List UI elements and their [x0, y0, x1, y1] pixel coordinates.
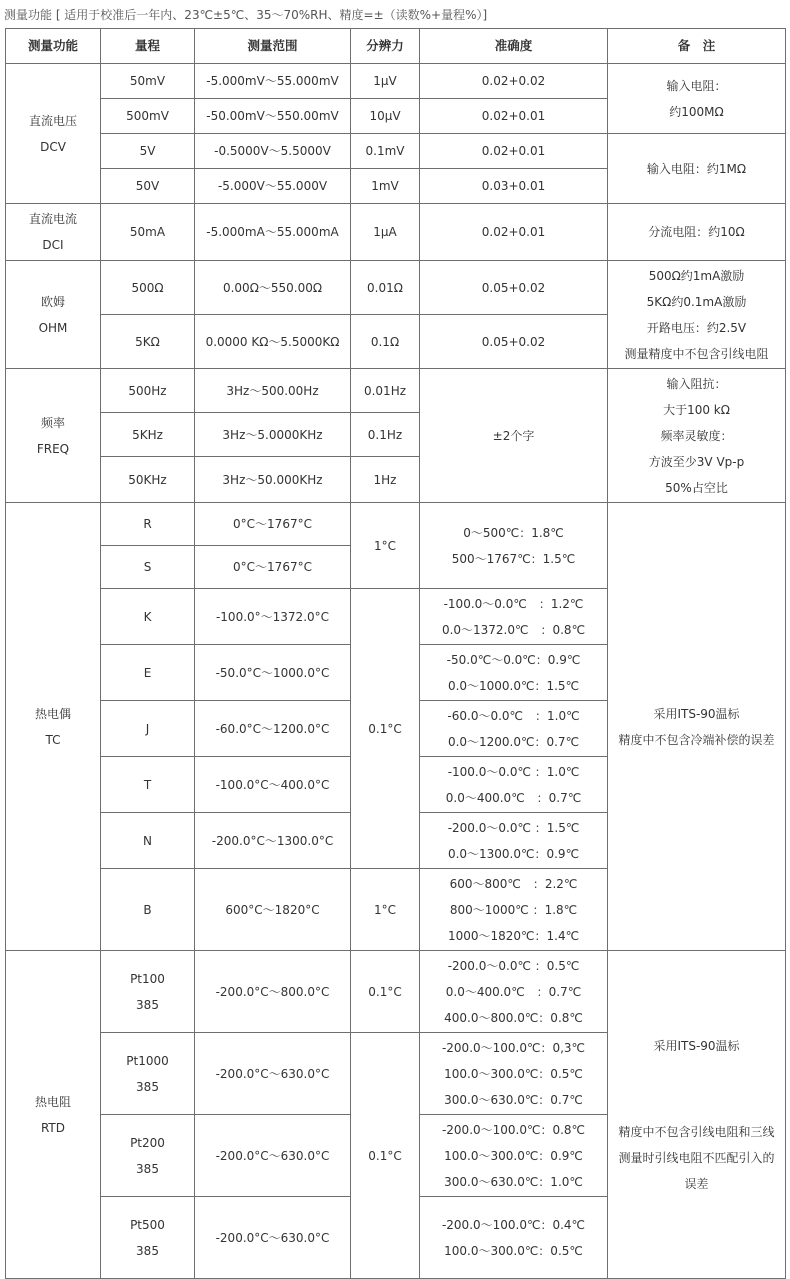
resolution-cell: 0.1mV	[351, 134, 420, 169]
note-cell	[608, 951, 786, 1279]
note-cell	[608, 64, 786, 134]
measure-cell: -200.0°C～630.0°C	[195, 1033, 351, 1115]
accuracy-line: 400.0～800.0℃：0.8℃	[444, 1010, 583, 1025]
function-cell-tc	[6, 503, 101, 951]
note-cell	[608, 369, 786, 503]
note-line: 输入阻抗：	[666, 376, 727, 391]
measure-cell: 3Hz～5.0000KHz	[195, 413, 351, 457]
accuracy-cell	[420, 503, 608, 589]
measure-cell: 0°C～1767°C	[195, 503, 351, 546]
range-cell: 500Hz	[101, 369, 195, 413]
header-row	[6, 29, 786, 64]
range-cell	[101, 951, 195, 1033]
function-name: 欧姆	[40, 294, 65, 309]
note-line: 开路电压：约2.5V	[646, 320, 747, 335]
resolution-cell: 1mV	[351, 169, 420, 204]
accuracy-line: 1000～1820℃：1.4℃	[447, 928, 580, 943]
accuracy-line: -200.0～100.0℃：0,3℃	[441, 1040, 586, 1055]
range-cell	[101, 1197, 195, 1279]
range-line: Pt100	[130, 971, 165, 986]
function-cell-dci	[6, 204, 101, 261]
range-cell: 5V	[101, 134, 195, 169]
note-cell	[608, 261, 786, 369]
spec-table	[5, 28, 786, 1279]
measurement-caption: 测量功能 [ 适用于校准后一年内、23℃±5℃、35～70%RH、精度=±（读数%+量程%）]	[4, 8, 488, 22]
function-code: RTD	[40, 1120, 66, 1135]
measure-cell: -100.0°～1372.0°C	[195, 589, 351, 645]
range-cell: S	[101, 546, 195, 589]
accuracy-line: 100.0～300.0℃：0.5℃	[444, 1066, 583, 1081]
accuracy-line: 800～1000℃ ：1.8℃	[449, 902, 578, 917]
measure-cell: -50.00mV～550.00mV	[195, 99, 351, 134]
function-cell-dcv	[6, 64, 101, 204]
range-cell	[101, 1033, 195, 1115]
accuracy-line: -200.0～0.0℃ ：0.5℃	[447, 958, 580, 973]
measure-cell: -50.0°C～1000.0°C	[195, 645, 351, 701]
accuracy-line: 0.0～1372.0℃ ：0.8℃	[441, 622, 586, 637]
range-line: Pt200	[130, 1135, 165, 1150]
accuracy-line: 0.0～400.0℃ ：0.7℃	[445, 984, 582, 999]
accuracy-cell	[420, 701, 608, 757]
header-accuracy: 准确度	[420, 29, 608, 64]
table-row	[6, 503, 786, 546]
accuracy-cell	[420, 869, 608, 951]
resolution-cell: 1Hz	[351, 457, 420, 503]
range-cell: 500mV	[101, 99, 195, 134]
note-line: 方波至少3V Vp-p	[648, 454, 745, 469]
accuracy-cell	[420, 1115, 608, 1197]
range-cell: 500Ω	[101, 261, 195, 315]
table-row	[6, 64, 786, 99]
measure-cell: -60.0°C～1200.0°C	[195, 701, 351, 757]
resolution-cell: 0.1Hz	[351, 413, 420, 457]
accuracy-line: 100.0～300.0℃：0.5℃	[444, 1243, 583, 1258]
range-line: 385	[136, 1243, 159, 1258]
resolution-cell: 0.01Hz	[351, 369, 420, 413]
accuracy-line: 0.0～400.0℃ ：0.7℃	[445, 790, 582, 805]
function-code: DCI	[42, 238, 64, 252]
range-line: 385	[136, 1161, 159, 1176]
measure-cell: -200.0°C～1300.0°C	[195, 813, 351, 869]
measure-cell: -5.000mV～55.000mV	[195, 64, 351, 99]
note-line: 大于100 kΩ	[663, 402, 730, 417]
note-cell: 输入电阻：约1MΩ	[608, 134, 786, 204]
function-name: 直流电流	[28, 212, 77, 226]
accuracy-line: 100.0～300.0℃：0.9℃	[444, 1148, 583, 1163]
measure-cell: -5.000V～55.000V	[195, 169, 351, 204]
accuracy-line: 300.0～630.0℃：1.0℃	[444, 1174, 583, 1189]
range-cell: 50mA	[101, 204, 195, 261]
measure-cell: -200.0°C～630.0°C	[195, 1197, 351, 1279]
header-resolution: 分辨力	[351, 29, 420, 64]
range-cell: E	[101, 645, 195, 701]
resolution-cell: 0.1°C	[351, 951, 420, 1033]
accuracy-cell	[420, 589, 608, 645]
accuracy-cell: 0.02+0.01	[420, 99, 608, 134]
measure-cell: -200.0°C～800.0°C	[195, 951, 351, 1033]
accuracy-line: 300.0～630.0℃：0.7℃	[444, 1092, 583, 1107]
range-line: Pt1000	[126, 1053, 169, 1068]
note-line: 频率灵敏度：	[660, 428, 733, 443]
resolution-cell: 10μV	[351, 99, 420, 134]
header-measure-range: 测量范围	[195, 29, 351, 64]
function-cell-freq	[6, 369, 101, 503]
accuracy-line: -200.0～100.0℃：0.8℃	[441, 1122, 586, 1137]
note-line: 测量精度中不包含引线电阻	[624, 346, 769, 361]
resolution-cell: 1μV	[351, 64, 420, 99]
note-line: 测量时引线电阻不匹配引入的	[618, 1150, 775, 1165]
accuracy-cell: 0.02+0.01	[420, 134, 608, 169]
accuracy-cell	[420, 1197, 608, 1279]
note-line: 采用ITS-90温标	[653, 706, 740, 721]
measure-cell: 3Hz～500.00Hz	[195, 369, 351, 413]
header-range: 量程	[101, 29, 195, 64]
accuracy-line: -100.0～0.0℃ ：1.2℃	[443, 596, 584, 611]
note-line: 500Ω约1mA激励	[648, 268, 745, 283]
accuracy-cell: 0.03+0.01	[420, 169, 608, 204]
measure-cell: -5.000mA～55.000mA	[195, 204, 351, 261]
resolution-cell: 0.01Ω	[351, 261, 420, 315]
range-line: 385	[136, 997, 159, 1012]
accuracy-line: -50.0℃～0.0℃：0.9℃	[446, 652, 581, 667]
accuracy-line: 0.0～1200.0℃：0.7℃	[447, 734, 580, 749]
note-cell: 分流电阻：约10Ω	[608, 204, 786, 261]
note-line: 50%占空比	[665, 480, 728, 495]
resolution-cell: 1°C	[351, 503, 420, 589]
function-name: 热电偶	[34, 706, 71, 721]
table-row	[6, 204, 786, 261]
note-line: 输入电阻：	[666, 78, 727, 93]
note-line: 精度中不包含引线电阻和三线	[618, 1124, 775, 1139]
measure-cell: 3Hz～50.000KHz	[195, 457, 351, 503]
table-row	[6, 261, 786, 315]
function-code: DCV	[40, 139, 66, 154]
function-code: FREQ	[36, 441, 70, 456]
measure-cell: 0.00Ω～550.00Ω	[195, 261, 351, 315]
function-code: OHM	[38, 320, 68, 335]
range-cell: 5KΩ	[101, 315, 195, 369]
accuracy-cell: 0.02+0.01	[420, 204, 608, 261]
range-line: Pt500	[130, 1217, 165, 1232]
range-cell	[101, 1115, 195, 1197]
function-code: TC	[45, 732, 61, 747]
function-name: 热电阻	[34, 1094, 71, 1109]
measure-cell: 0.0000 KΩ～5.5000KΩ	[195, 315, 351, 369]
measure-cell: -100.0°C～400.0°C	[195, 757, 351, 813]
resolution-cell: 1μA	[351, 204, 420, 261]
range-cell: B	[101, 869, 195, 951]
accuracy-cell: 0.02+0.02	[420, 64, 608, 99]
resolution-cell: 0.1Ω	[351, 315, 420, 369]
accuracy-cell: ±2个字	[420, 369, 608, 503]
measure-cell: -0.5000V～5.5000V	[195, 134, 351, 169]
measure-cell: 600°C～1820°C	[195, 869, 351, 951]
accuracy-line: -60.0～0.0℃ ：1.0℃	[447, 708, 580, 723]
accuracy-line: -200.0～0.0℃ ：1.5℃	[447, 820, 580, 835]
range-cell: T	[101, 757, 195, 813]
accuracy-line: 0.0～1300.0℃：0.9℃	[447, 846, 580, 861]
resolution-cell: 1°C	[351, 869, 420, 951]
range-cell: 50V	[101, 169, 195, 204]
note-line: 精度中不包含冷端补偿的误差	[618, 732, 775, 747]
range-line: 385	[136, 1079, 159, 1094]
note-line: 采用ITS-90温标	[653, 1038, 740, 1053]
range-cell: R	[101, 503, 195, 546]
note-line: 误差	[684, 1176, 709, 1191]
accuracy-cell	[420, 1033, 608, 1115]
accuracy-cell: 0.05+0.02	[420, 315, 608, 369]
function-name: 频率	[40, 415, 65, 430]
accuracy-line: -200.0～100.0℃：0.4℃	[441, 1217, 586, 1232]
table-row	[6, 951, 786, 1033]
accuracy-line: 0.0～1000.0℃：1.5℃	[447, 678, 580, 693]
function-cell-rtd	[6, 951, 101, 1279]
accuracy-cell	[420, 951, 608, 1033]
header-function: 测量功能	[6, 29, 101, 64]
range-cell: J	[101, 701, 195, 757]
accuracy-cell: 0.05+0.02	[420, 261, 608, 315]
function-name: 直流电压	[28, 113, 77, 128]
accuracy-line: 0～500℃：1.8℃	[463, 525, 564, 540]
range-cell: K	[101, 589, 195, 645]
table-row	[6, 369, 786, 413]
range-cell: 50mV	[101, 64, 195, 99]
range-cell: 50KHz	[101, 457, 195, 503]
accuracy-line: 600～800℃ ：2.2℃	[449, 876, 578, 891]
range-cell: N	[101, 813, 195, 869]
accuracy-line: -100.0～0.0℃ ：1.0℃	[447, 764, 580, 779]
accuracy-cell	[420, 757, 608, 813]
note-line: 约100MΩ	[669, 104, 724, 119]
accuracy-cell	[420, 645, 608, 701]
range-cell: 5KHz	[101, 413, 195, 457]
accuracy-cell	[420, 813, 608, 869]
note-spacer	[611, 1059, 782, 1119]
note-line: 5KΩ约0.1mA激励	[646, 294, 747, 309]
accuracy-line: 500～1767℃：1.5℃	[451, 551, 576, 566]
function-cell-ohm	[6, 261, 101, 369]
table-row	[6, 134, 786, 169]
measure-cell: -200.0°C～630.0°C	[195, 1115, 351, 1197]
resolution-cell: 0.1°C	[351, 1033, 420, 1279]
measure-cell: 0°C～1767°C	[195, 546, 351, 589]
header-note: 备 注	[608, 29, 786, 64]
note-cell	[608, 503, 786, 951]
resolution-cell: 0.1°C	[351, 589, 420, 869]
